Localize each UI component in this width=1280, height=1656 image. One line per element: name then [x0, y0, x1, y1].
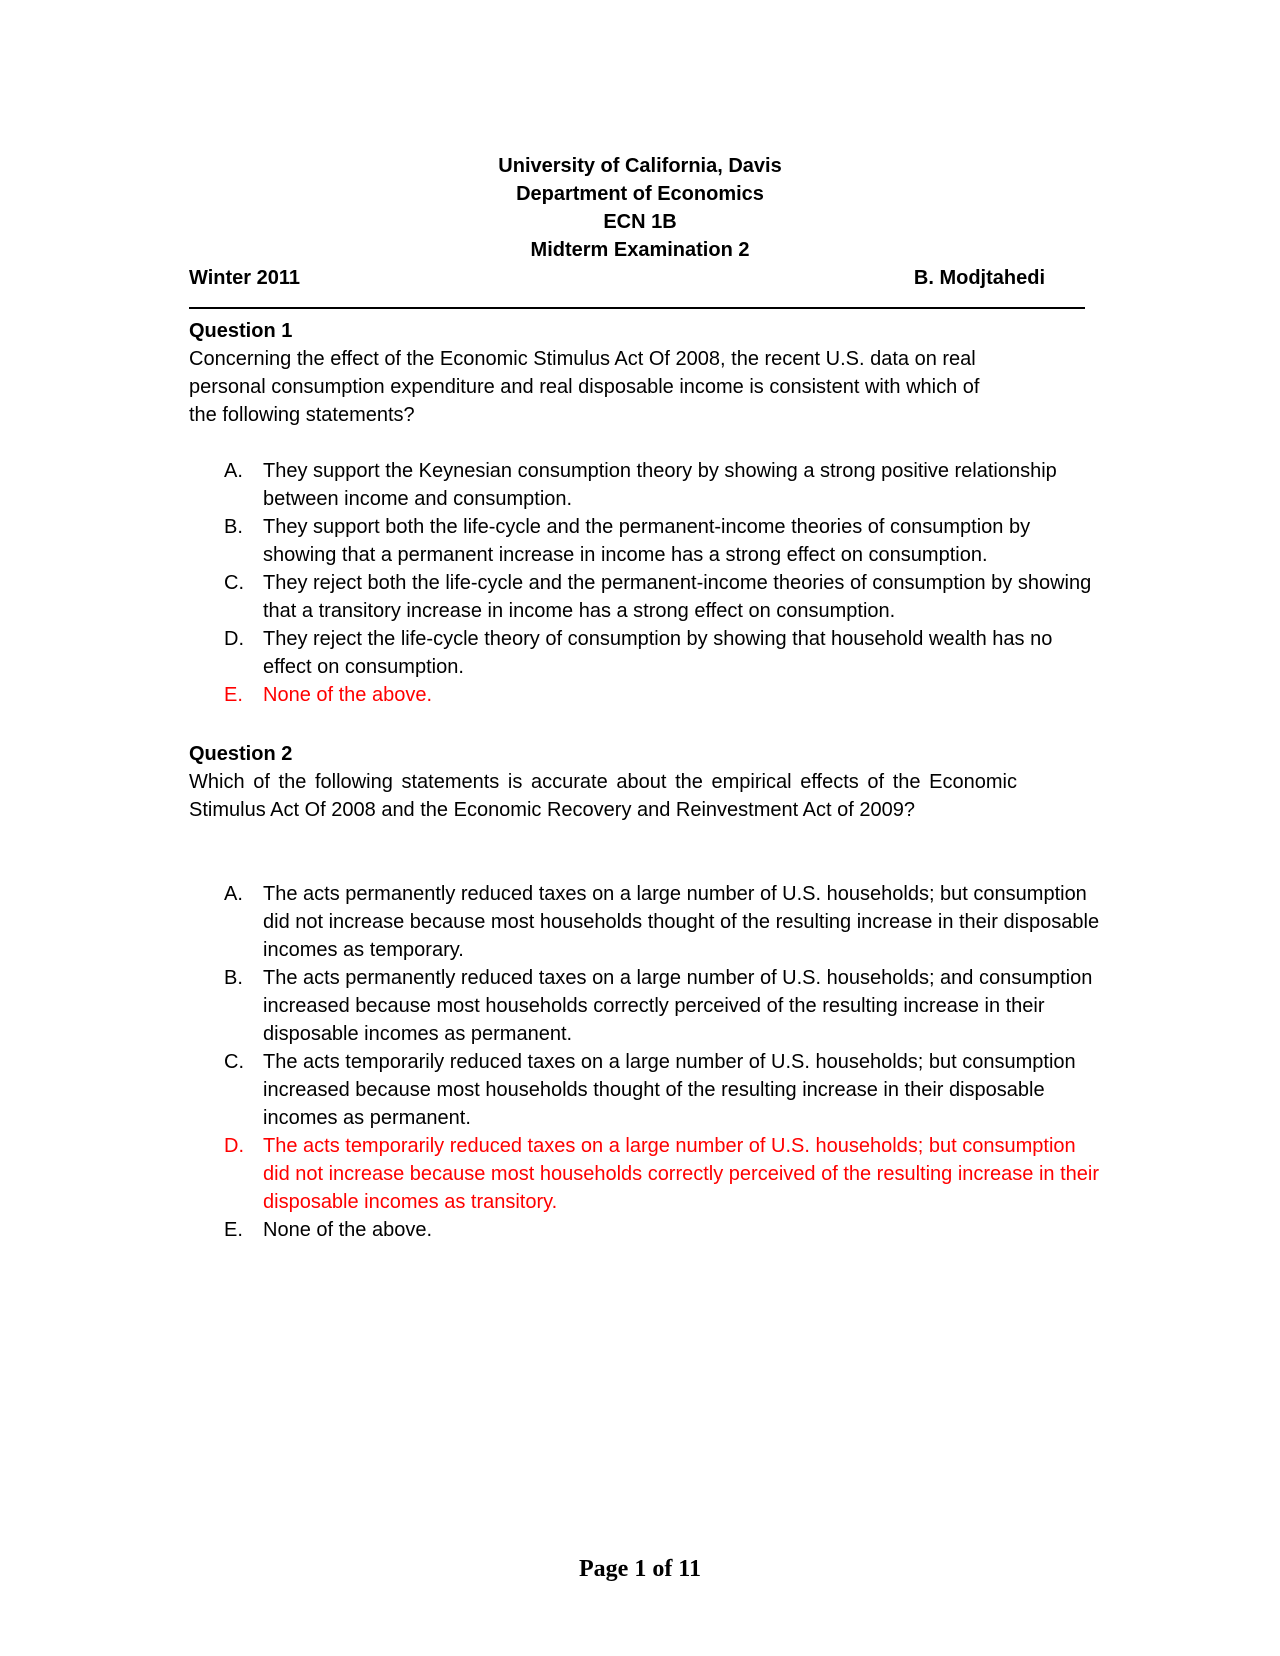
question-1-option-a — [224, 457, 1104, 513]
question-1-title: Question 1 — [189, 320, 293, 342]
question-1-options — [224, 457, 1104, 709]
option-letter: D. — [224, 1135, 244, 1157]
question-1 — [189, 317, 1029, 429]
university-name: University of California, Davis — [498, 155, 782, 177]
option-letter: A. — [224, 460, 243, 482]
question-1-option-e-correct-answer — [224, 681, 1104, 709]
header-divider — [189, 307, 1085, 309]
option-letter: E. — [224, 1219, 243, 1241]
exam-meta-row — [189, 264, 1045, 292]
question-2-option-d-correct-answer — [224, 1132, 1104, 1216]
option-text: The acts temporarily reduced taxes on a large number of U.S. households; but consumption increased because most households thought of the resulting increase in their disposable incomes as permanent. — [263, 1051, 1076, 1129]
option-text: None of the above. — [263, 684, 433, 706]
option-letter: A. — [224, 883, 243, 905]
option-text: The acts permanently reduced taxes on a large number of U.S. households; but consumption did not increase because most households thought of the resulting increase in their disposable incomes as temporary. — [263, 883, 1100, 961]
instructor-name: B. Modjtahedi — [913, 267, 1045, 289]
page-number: Page 1 of 11 — [579, 1556, 701, 1582]
option-letter: E. — [224, 684, 243, 706]
question-1-option-b — [224, 513, 1104, 569]
department-name: Department of Economics — [516, 183, 764, 205]
question-2-options — [224, 880, 1104, 1244]
question-1-text: Concerning the effect of the Economic Stimulus Act Of 2008, the recent U.S. data on real personal consumption expenditure and real disposable income is consistent with which of the following statements? — [189, 348, 980, 426]
option-text: They support the Keynesian consumption theory by showing a strong positive relationship between income and consumption. — [263, 460, 1057, 510]
option-text: The acts permanently reduced taxes on a large number of U.S. households; and consumption increased because most households correctly perceived of the resulting increase in their disposable incomes as permanent. — [263, 967, 1093, 1045]
option-text: The acts temporarily reduced taxes on a large number of U.S. households; but consumption did not increase because most households correctly perceived of the resulting increase in their disposable incomes as transitory. — [263, 1135, 1100, 1213]
question-2-option-b — [224, 964, 1104, 1048]
option-letter: D. — [224, 628, 244, 650]
question-1-option-c — [224, 569, 1104, 625]
option-text: They reject both the life-cycle and the permanent-income theories of consumption by showing that a transitory increase in income has a strong effect on consumption. — [263, 572, 1092, 622]
exam-title: Midterm Examination 2 — [530, 239, 750, 261]
question-2-option-c — [224, 1048, 1104, 1132]
option-letter: B. — [224, 967, 243, 989]
option-text: None of the above. — [263, 1219, 433, 1241]
exam-header — [0, 152, 1280, 264]
question-2-title: Question 2 — [189, 743, 293, 765]
question-2-option-e — [224, 1216, 1104, 1244]
question-2-option-a — [224, 880, 1104, 964]
question-2 — [189, 740, 1029, 824]
question-2-text: Which of the following statements is accurate about the empirical effects of the Economic Stimulus Act Of 2008 and the Economic Recovery and Reinvestment Act of 2009? — [189, 771, 1017, 821]
option-letter: C. — [224, 572, 244, 594]
option-text: They support both the life-cycle and the permanent-income theories of consumption by showing that a permanent increase in income has a strong effect on consumption. — [263, 516, 1031, 566]
course-code: ECN 1B — [603, 211, 677, 233]
option-letter: C. — [224, 1051, 244, 1073]
option-letter: B. — [224, 516, 243, 538]
question-1-option-d — [224, 625, 1104, 681]
option-text: They reject the life-cycle theory of consumption by showing that household wealth has no effect on consumption. — [263, 628, 1053, 678]
term-label: Winter 2011 — [189, 267, 300, 289]
